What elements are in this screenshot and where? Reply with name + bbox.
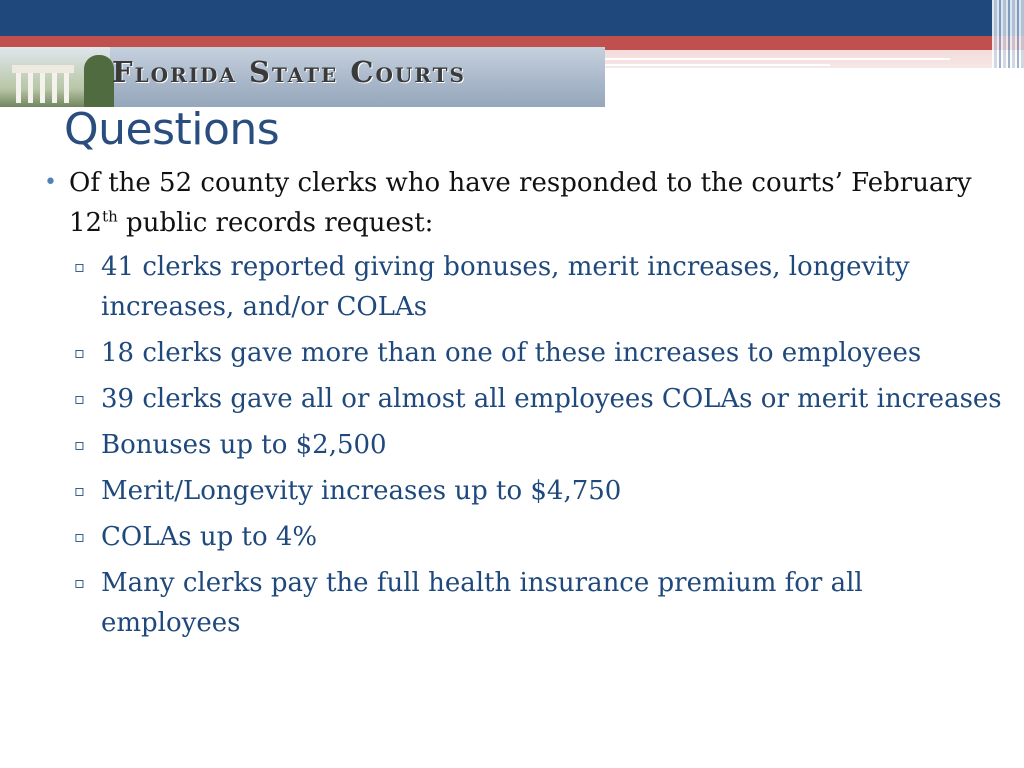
sub-bullet-text: Merit/Longevity increases up to $4,750 (101, 476, 622, 506)
square-bullet-icon: ▫ (74, 527, 85, 546)
sub-bullet-item (44, 333, 1004, 373)
sub-bullet-item (44, 379, 1004, 419)
square-bullet-icon: ▫ (74, 573, 85, 592)
main-bullet-text: Of the 52 county clerks who have responded to the courts’ February 12 (69, 168, 972, 238)
sub-bullet-item (44, 247, 1004, 327)
slide-content (44, 163, 1004, 649)
square-bullet-icon: ▫ (74, 435, 85, 454)
slide-title: Questions (64, 104, 280, 155)
header-pink-line (600, 58, 950, 60)
bullet-dot-icon: • (44, 170, 57, 195)
sub-bullet-text: COLAs up to 4% (101, 522, 318, 552)
sub-bullet-item (44, 563, 1004, 643)
main-bullet-superscript: th (102, 207, 118, 226)
sub-bullet-text: Bonuses up to $2,500 (101, 430, 387, 460)
square-bullet-icon: ▫ (74, 343, 85, 362)
header-navy-band (0, 0, 1024, 36)
sub-bullet-item (44, 471, 1004, 511)
sub-bullet-text: 39 clerks gave all or almost all employees COLAs or merit increases (101, 384, 1002, 414)
sub-bullet-list (44, 247, 1004, 643)
header-pink-line-short (600, 64, 830, 66)
sub-bullet-item (44, 517, 1004, 557)
square-bullet-icon: ▫ (74, 481, 85, 500)
florida-courts-banner (0, 47, 605, 107)
sub-bullet-item (44, 425, 1004, 465)
main-bullet-text-end: public records request: (117, 208, 434, 238)
square-bullet-icon: ▫ (74, 257, 85, 276)
main-bullet-item (44, 163, 1004, 243)
square-bullet-icon: ▫ (74, 389, 85, 408)
header-right-stripes (992, 0, 1024, 68)
sub-bullet-text: Many clerks pay the full health insurance premium for all employees (101, 568, 863, 638)
sub-bullet-text: 41 clerks reported giving bonuses, merit increases, longevity increases, and/or COLAs (101, 252, 910, 322)
sub-bullet-text: 18 clerks gave more than one of these increases to employees (101, 338, 922, 368)
banner-title: Florida State Courts (112, 55, 466, 89)
courthouse-photo-icon (0, 47, 110, 107)
